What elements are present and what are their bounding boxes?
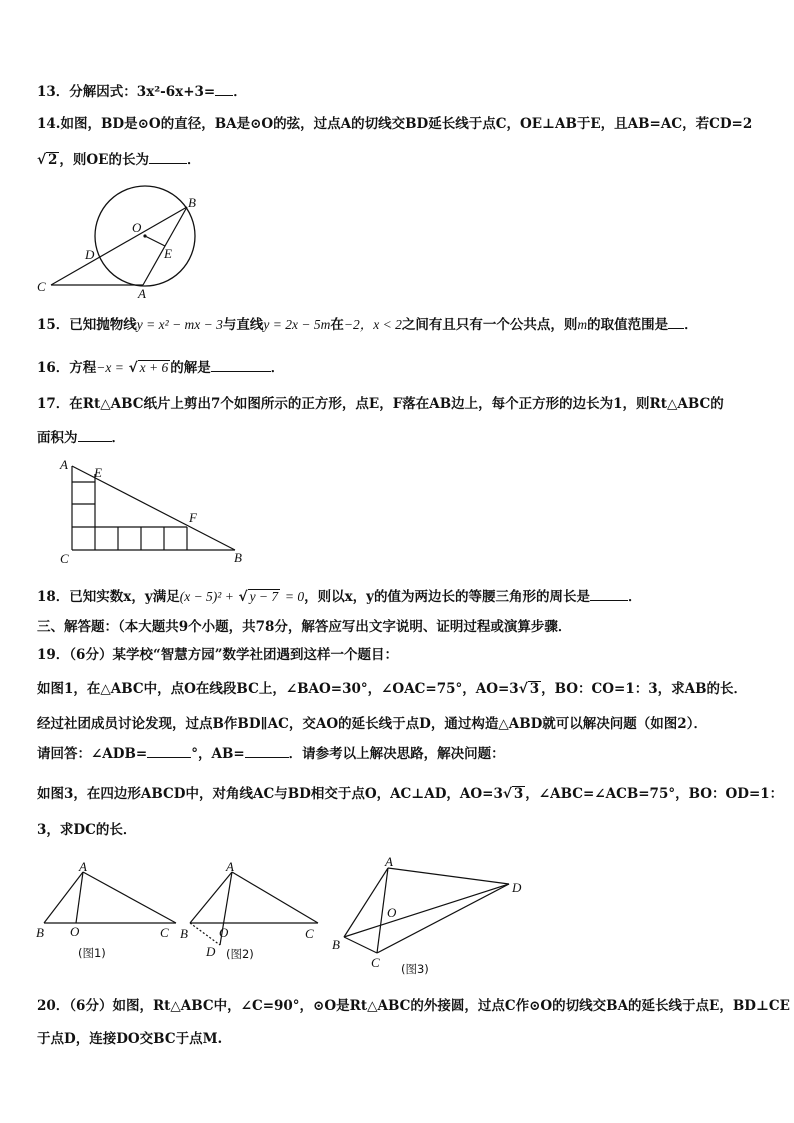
fig1-label-c: C xyxy=(160,925,169,940)
question-17: 17．在Rt△ABC纸片上剪出7个如图所示的正方形，点E，F落在AB边上，每个正方形的边长为1，则Rt△ABC的 xyxy=(37,396,724,412)
q14-label-c: C xyxy=(37,279,46,294)
section-3-heading: 三、解答题：（本大题共9个小题，共78分，解答应写出文字说明、证明过程或演算步骤． xyxy=(37,619,572,635)
fig1-label-o: O xyxy=(70,924,80,939)
fig2-dashed-bd xyxy=(190,923,220,945)
q17-label-a: A xyxy=(60,457,68,472)
question-19-p5: 3，求DC的长． xyxy=(37,822,137,838)
q14-label-a: A xyxy=(138,286,146,301)
question-20: 20．（6分）如图，Rt△ABC中，∠C=90°，⊙O是Rt△ABC的外接圆，过点C作⊙O的切线交BA的延长线于点E，BD⊥CE xyxy=(37,998,790,1014)
q13-number: 13． xyxy=(37,84,70,100)
question-19-p1: 如图1，在△ABC中，点O在线段BC上，∠BAO=30°，∠OAC=75°，AO=3√ 3 ，BO：CO=1：3，求AB的长． xyxy=(37,681,748,697)
q17-label-f: F xyxy=(189,510,197,525)
q17-label-c: C xyxy=(60,551,69,566)
q20-line-1: （6分）如图，Rt△ABC中，∠C=90°，⊙O是Rt△ABC的外接圆，过点C作⊙O的切线交BA的延长线于点E，BD⊥CE xyxy=(69,998,790,1014)
q19-figure-2 xyxy=(190,872,318,945)
q15-interval: −2，x < 2 xyxy=(343,317,402,332)
fig3-label-b: B xyxy=(332,937,340,952)
fig2-label-d: D xyxy=(206,944,216,959)
question-18: 18．已知实数x，y满足(x − 5)² + √ y − 7 = 0，则以x，y的值为两边长的等腰三角形的周长是 ． xyxy=(37,589,642,605)
fig1-caption: (图1) xyxy=(78,946,106,960)
fig1-segment-ac xyxy=(83,872,176,923)
q19-figure-1 xyxy=(44,872,176,923)
q14-label-e: E xyxy=(164,246,172,261)
q14-number: 14. xyxy=(37,116,61,132)
question-13: 13．分解因式：3x²-6x+3= ． xyxy=(37,84,247,100)
fig2-segment-ab xyxy=(190,872,232,923)
fig3-diagonal-bd xyxy=(344,884,509,937)
question-19-p2: 经过社团成员讨论发现，过点B作BD∥AC，交AO的延长线于点D，通过构造△ABD就可以解决问题（如图2）． xyxy=(37,716,707,732)
fig3-label-a: A xyxy=(385,854,393,869)
q13-text: 分解因式：3x²-6x+3= xyxy=(69,84,216,100)
question-16: 16．方程−x = √ x + 6 的解是 ． xyxy=(37,360,285,376)
q16-radicand: x + 6 xyxy=(139,360,169,375)
q14-label-b: B xyxy=(188,195,196,210)
q14-label-d: D xyxy=(85,247,95,262)
q14-radical: 2 xyxy=(48,152,58,168)
fig3-label-o: O xyxy=(387,905,397,920)
question-19-title: 19．（6分）某学校“智慧方园”数学社团遇到这样一个题目： xyxy=(37,647,398,663)
question-20-cont: 于点D，连接DO交BC于点M. xyxy=(37,1031,223,1047)
fig3-segment-ab xyxy=(344,868,388,937)
fig2-label-o: O xyxy=(219,925,229,940)
question-17-cont: 面积为 ． xyxy=(37,430,125,446)
fig1-label-b: B xyxy=(36,925,44,940)
fig2-label-a: A xyxy=(226,859,234,874)
q17-text: 在Rt△ABC纸片上剪出7个如图所示的正方形，点E，F落在AB边上，每个正方形的边长为1，则Rt△ABC的 xyxy=(69,396,724,412)
fig2-label-c: C xyxy=(305,926,314,941)
q15-line: y = 2x − 5m xyxy=(263,317,331,332)
q17-label-b: B xyxy=(234,550,242,565)
fig3-label-d: D xyxy=(512,880,522,895)
fig3-segment-bc xyxy=(344,937,377,953)
q14-text: 如图，BD是⊙O的直径，BA是⊙O的弦，过点A的切线交BD延长线于点C，OE⊥AB于E，且AB=AC，若CD=2 xyxy=(60,116,753,132)
fig3-segment-cd xyxy=(377,884,509,953)
fig3-segment-da xyxy=(388,868,509,884)
question-19-p3: 请回答：∠ADB= °，AB= ．请参考以上解决思路，解决问题： xyxy=(37,746,505,762)
fig1-label-a: A xyxy=(79,859,87,874)
q14-label-o: O xyxy=(132,220,142,235)
question-15: 15．已知抛物线y = x² − mx − 3与直线y = 2x − 5m在−2，x < 2之间有且只有一个公共点，则m的取值范围是 ． xyxy=(37,317,698,333)
question-14-cont: √ 2 ，则OE的长为 ． xyxy=(37,152,201,168)
fig2-caption: (图2) xyxy=(226,947,254,961)
fig2-label-b: B xyxy=(180,926,188,941)
fig3-caption: (图3) xyxy=(401,962,429,976)
q17-label-e: E xyxy=(94,465,102,480)
fig3-label-c: C xyxy=(371,955,380,970)
fig2-segment-ac xyxy=(232,872,318,923)
question-19-p4: 如图3，在四边形ABCD中，对角线AC与BD相交于点O，AC⊥AD，AO=3√ 3 ，∠ABC=∠ACB=75°，BO：OD=1： xyxy=(37,786,784,802)
q19-figure-3 xyxy=(344,868,509,953)
q15-parabola: y = x² − mx − 3 xyxy=(136,317,223,332)
q18-radicand: y − 7 xyxy=(249,589,279,604)
